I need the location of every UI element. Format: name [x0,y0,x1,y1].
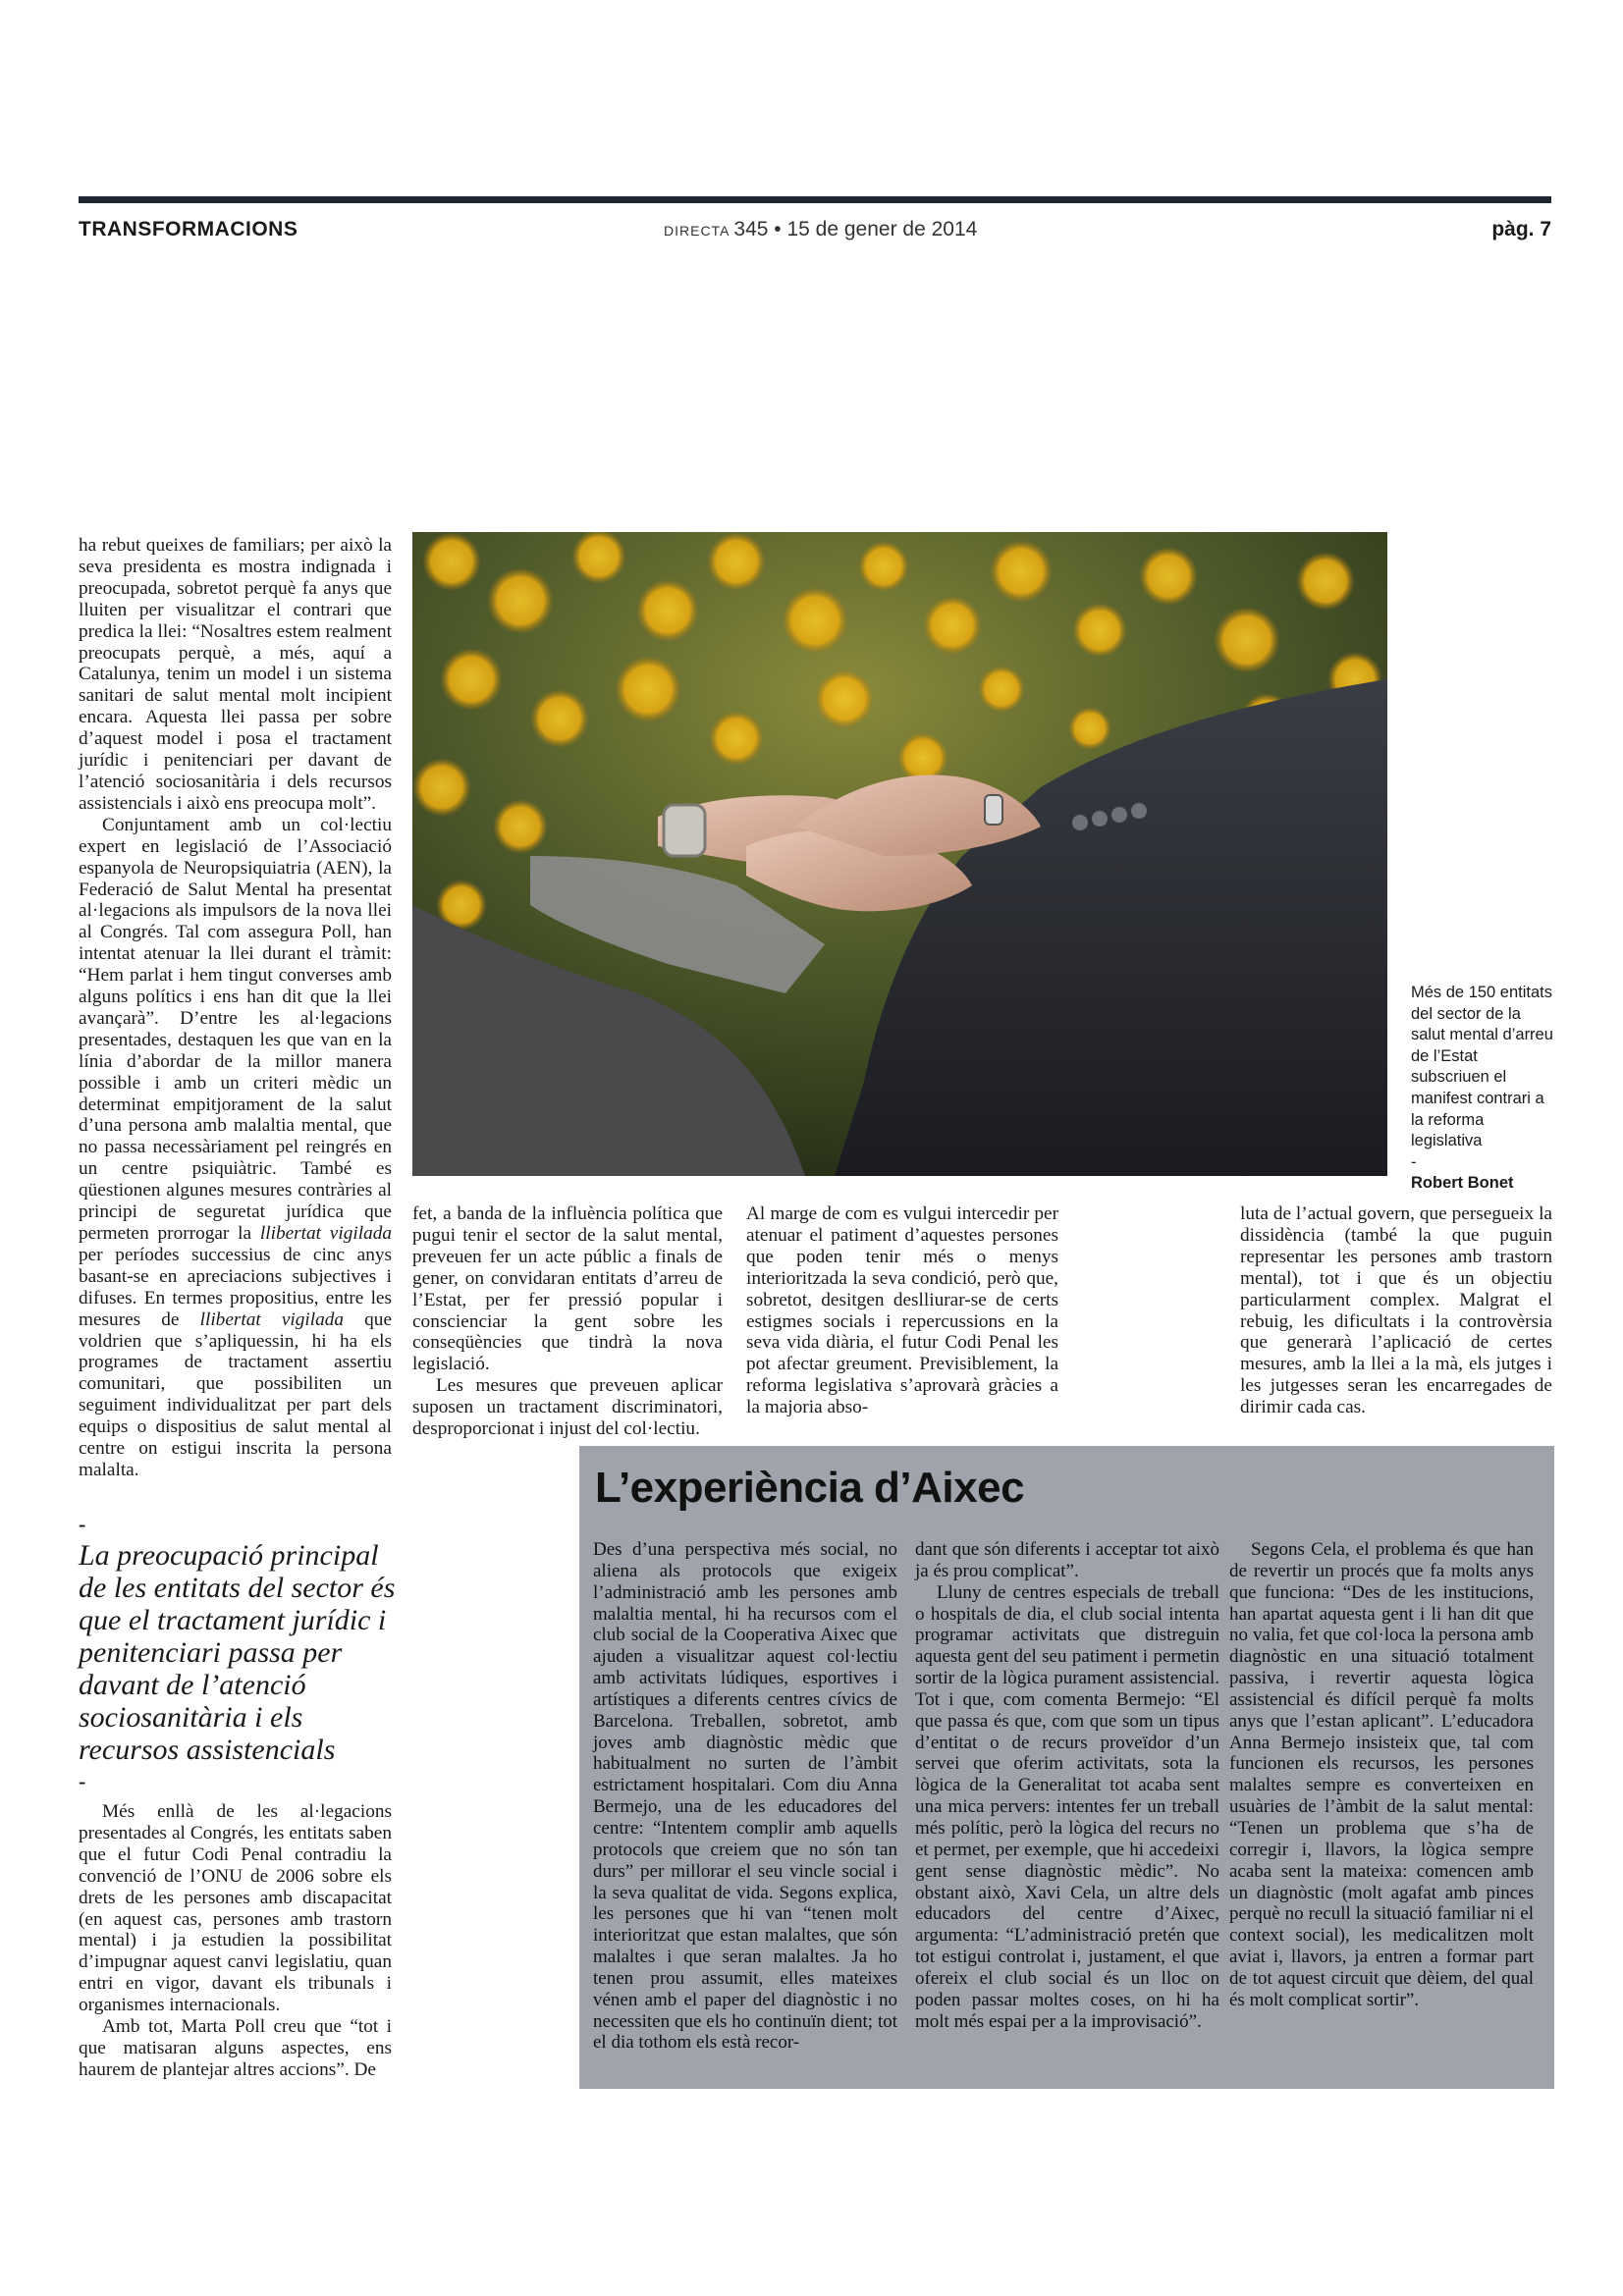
sidebar-title: L’experiència d’Aixec [595,1464,1025,1512]
brand-name: DIRECTA [664,223,730,239]
sidebar-column-3 [1229,1539,1534,2011]
sidebar-column-1 [593,1539,897,2054]
paragraph: Des d’una perspectiva més social, no aliena als protocols que exigeix l’administració amb les persones amb malaltia mental, hi ha recursos com el club social de la Cooperativa Aixec que ajuden a visualitzar aquest col·lectiu amb activitats lúdiques, esportives i artístiques a diferents centres cívics de Barcelona. Treballen, sobretot, amb joves amb diagnòstic mèdic que habitualment no surten de l’àmbit estrictament hospitalari. Com diu Anna Bermejo, una de les educadores del centre: “Intentem complir amb aquells protocols que creiem que no són tan durs” per millorar el seu vincle social i la seva qualitat de vida. Segons explica, les persones que hi van “tenen molt interioritzat que estan malaltes, que són malaltes i que seran malaltes. Ja ho tenen prou assumit, elles mateixes vénen amb el paper del diagnòstic i no necessiten que els ho continuïn dient; tot el dia tothom els està recor- [593,1539,897,2054]
article-column-2 [412,1203,723,1440]
header-rule [79,196,1551,203]
issue-date: 345 • 15 de gener de 2014 [733,218,978,240]
paragraph: Conjuntament amb un col·lectiu expert en legislació de l’Associació espanyola de Neuropsiquiatria (AEN), la Federació de Salut Mental ha presentat al·legacions als impulsors de la nova llei al Congrés. Tal com assegura Poll, han intentat atenuar la llei durant el tràmit: “Hem parlat i hem tingut converses amb alguns polítics i ens han dit que la llei avançarà”. D’entre les al·legacions presentades, destaquen les que van en la línia d’abordar de la millor manera possible i amb un criteri mèdic un determinat empitjorament de la salut d’una persona amb malaltia mental, que no passa necessàriament pel reingrés en un centre psiquiàtric. També es qüestionen algunes mesures contràries al principi de seguretat jurídica que permeten prorrogar la llibertat vigilada per períodes successius de cinc anys basant-se en apreciacions subjectives i difuses. En termes propositius, entre les mesures de llibertat vigilada que voldrien que s’apliquessin, hi ha els programes de tractament assertiu comunitari, que possibiliten un seguiment individualitzat per part dels equips o dispositius de salut mental al centre on estigui inscrita la persona malalta. [79,814,392,1480]
pullquote-dash-bottom: - [79,1769,86,1793]
article-photo [412,532,1387,1176]
pullquote-dash-top: - [79,1512,86,1536]
issue-info [664,218,977,242]
page-number: pàg. 7 [1491,218,1551,240]
paragraph: Segons Cela, el problema és que han de revertir un procés que fa molts anys que funciona: “Des de les institucions, han apartat aquesta gent i li han dit que no valia, fet que col·loca la persona amb diagnòstic en una situació totalment passiva, i revertir aquesta lògica assistencial és difícil perquè fa molts anys que l’estan aplicant”. L’educadora Anna Bermejo insisteix que, tal com funcionen els recursos, les persones malaltes sempre es converteixen en usuàries de l’àmbit de la salut mental: “Tenen un problema que s’ha de corregir i, llavors, la lògica sempre acaba sent la mateixa: comencen amb un diagnòstic (molt agafat amb pinces perquè no recull la situació familiar ni el context social), les medicalitzen molt aviat i, llavors, ja entren a formar part de tot aquest circuit que dèiem, del qual és molt complicat sortir”. [1229,1539,1534,2010]
paragraph: luta de l’actual govern, que persegueix la dissidència (també la que puguin representar les persones amb trastorn mental), tot i que és un objectiu particularment complex. Malgrat el rebuig, les dificultats i la controvèrsia que generarà l’aplicació de certes mesures, amb la llei a la mà, els jutges i les jutgesses seran les encarregades de dirimir cada cas. [1240,1203,1552,1418]
caption-dash: - [1411,1152,1417,1171]
article-column-4 [1240,1203,1552,1418]
pullquote: La preocupació principal de les entitats del sector és que el tractament jurídic i penitenciari passa per davant de l’atenció sociosanitària i els recursos assistencials [79,1539,396,1766]
paragraph: Amb tot, Marta Poll creu que “tot i que matisaran alguns aspectes, ens haurem de plantejar altres accions”. De [79,2016,392,2080]
paragraph: Les mesures que preveuen aplicar suposen un tractament discriminatori, desproporcionat i injust del col·lectiu. [412,1375,723,1440]
photo-caption [1411,983,1558,1195]
paragraph: fet, a banda de la influència política que pugui tenir el sector de la salut mental, preveuen fer un acte públic a finals de gener, on convidaran entitats d’arreu de l’Estat, per fer pressió popular i conscienciar la gent sobre les conseqüències que tindrà la nova legislació. [412,1203,723,1375]
paragraph: Lluny de centres especials de treball o hospitals de dia, el club social intenta programar activitats que distreguin aquesta gent del seu patiment i permetin sortir de la lògica purament assistencial. Tot i que, com comenta Bermejo: “El que passa és que, com que som un tipus d’entitat o de recurs proveïdor d’un servei que oferim activitats, sota la lògica de la Generalitat tot acaba sent una mica pervers: intentes fer un treball més polític, però la lògica del recurs no et permet, per exemple, que hi accedeixi gent sense diagnòstic mèdic”. No obstant això, Xavi Cela, un altre dels educadors del centre d’Aixec, argumenta: “L’administració pretén que tot estigui controlat i, justament, el que ofereix el club social és un lloc on poden passar moltes coses, on hi ha molt més espai per a la improvisació”. [915,1581,1219,2032]
paragraph: Al marge de com es vulgui intercedir per atenuar el patiment d’aquestes persones que poden tenir més o menys interioritzada la seva condició, però que, sobretot, desitgen deslliurar-se de certs estigmes socials i repercussions en la seva vida diària, el futur Codi Penal les pot afectar greument. Previsiblement, la reforma legislativa s’aprovarà gràcies a la majoria abso- [746,1203,1058,1418]
article-column-3 [746,1203,1058,1418]
caption-text: Més de 150 entitats del sector de la salut mental d’arreu de l’Estat subscriuen el manifest contrari a la reforma legislativa [1411,984,1553,1150]
article-column-1 [79,535,392,1481]
article-column-1-bottom [79,1801,392,2081]
paragraph: dant que són diferents i acceptar tot això ja és prou complicat”. [915,1539,1219,1581]
section-title: TRANSFORMACIONS [79,218,298,240]
sidebar-column-2 [915,1539,1219,2032]
paragraph: Més enllà de les al·legacions presentades al Congrés, les entitats saben que el futur Codi Penal contradiu la convenció de l’ONU de 2006 sobre els drets de les persones amb discapacitat (en aquest cas, persones amb trastorn mental) i ja estudien la possibilitat d’impugnar aquest canvi legislatiu, quan entri en vigor, davant els tribunals i organismes internacionals. [79,1801,392,2016]
photo-credit: Robert Bonet [1411,1174,1514,1193]
paragraph: ha rebut queixes de familiars; per això la seva presidenta es mostra indignada i preocupada, sobretot perquè fa anys que lluiten per visualitzar el contrari que predica la llei: “Nosaltres estem realment preocupats perquè, a més, aquí a Catalunya, tenim un model i un sistema sanitari de salut mental molt incipient encara. Aquesta llei passa per sobre d’aquest model i posa el tractament jurídic i penitenciari per davant de l’atenció sociosanitària i dels recursos assistencials i això ens preocupa molt”. [79,535,392,814]
